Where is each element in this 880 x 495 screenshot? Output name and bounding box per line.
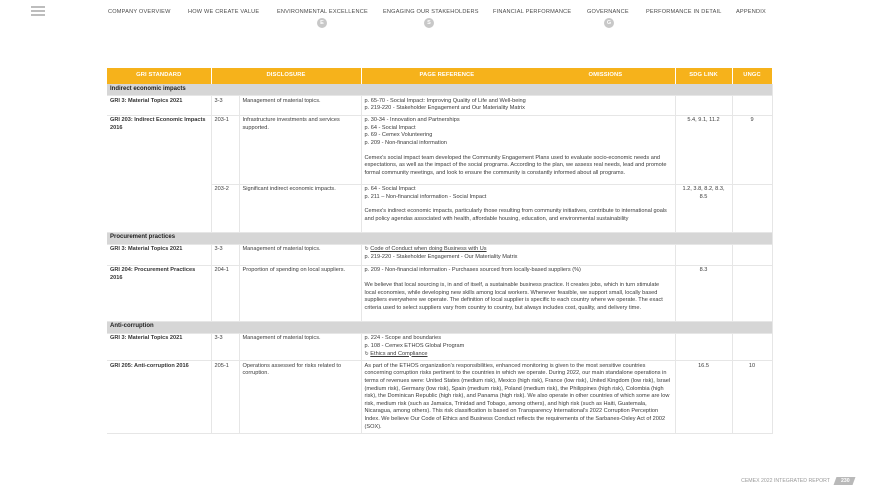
sdg-link-cell	[675, 244, 732, 265]
header-disclosure: DISCLOSURE	[211, 68, 361, 84]
sdg-link-cell: 5.4, 9.1, 11.2	[675, 115, 732, 184]
disclosure-code: 3-3	[211, 333, 239, 360]
reference-note: Cemex's social impact team developed the Community Engagement Plans used to evaluate socio-economic needs and expectations, as well as the impact of the social programs. According to the plan, we assess real needs, lead and promote formal community meetings, and look to ensure the community is constantly informed about all programs.	[364, 154, 667, 176]
sdg-link-cell	[675, 96, 732, 116]
ungc-cell: 10	[732, 361, 772, 434]
disclosure-text: Significant indirect economic impacts.	[239, 184, 361, 232]
menu-icon[interactable]	[31, 6, 45, 16]
ungc-cell	[732, 265, 772, 321]
nav-environmental-excellence[interactable]: ENVIRONMENTAL EXCELLENCE	[277, 9, 368, 15]
sdg-link-cell: 8.3	[675, 265, 732, 321]
sdg-link-cell: 16.5	[675, 361, 732, 434]
page-reference[interactable]: p. 209 - Non-financial information - Purchases sourced from locally-based suppliers (%)	[364, 267, 581, 274]
page-reference-cell	[361, 361, 675, 434]
section-row	[107, 84, 772, 96]
page-reference[interactable]: p. 219-220 - Stakeholder Engagement and Our Materiality Matrix	[364, 105, 525, 112]
table-row	[107, 96, 772, 116]
table-row	[107, 265, 772, 321]
disclosure-code: 3-3	[211, 96, 239, 116]
sdg-link-cell	[675, 333, 732, 360]
disclosure-code: 203-1	[211, 115, 239, 184]
header-page-reference-omissions	[361, 68, 675, 84]
section-row	[107, 321, 772, 333]
page-reference-cell	[361, 244, 675, 265]
disclosure-code: 205-1	[211, 361, 239, 434]
page-reference[interactable]: p. 108 - Cemex ETHOS Global Program	[364, 343, 465, 350]
gri-standard-cell: GRI 203: Indirect Economic Impacts 2016	[107, 115, 211, 232]
ethics-and-compliance-link[interactable]: Ethics and Compliance	[370, 350, 428, 357]
page-reference[interactable]: p. 69 - Cemex Volunteering	[364, 132, 433, 139]
gri-content-index-table	[107, 68, 773, 434]
page-reference-cell	[361, 184, 675, 232]
table-row	[107, 333, 772, 360]
code-of-conduct-link[interactable]: Code of Conduct when doing Business with Us	[370, 246, 487, 253]
nav-how-we-create-value[interactable]: HOW WE CREATE VALUE	[188, 9, 260, 15]
table-row	[107, 361, 772, 434]
gri-standard-cell: GRI 204: Procurement Practices 2016	[107, 265, 211, 321]
table-row	[107, 244, 772, 265]
disclosure-code: 203-2	[211, 184, 239, 232]
section-title: Indirect economic impacts	[107, 84, 772, 96]
ungc-cell	[732, 244, 772, 265]
page-number: 230	[841, 478, 850, 484]
page-number-badge	[834, 477, 856, 485]
disclosure-code: 204-1	[211, 265, 239, 321]
gri-standard-cell: GRI 3: Material Topics 2021	[107, 96, 211, 116]
nav-company-overview[interactable]: COMPANY OVERVIEW	[108, 9, 171, 15]
page-reference[interactable]: p. 209 - Non-financial information	[364, 140, 447, 147]
nav-engaging-stakeholders[interactable]: ENGAGING OUR STAKEHOLDERS	[383, 9, 479, 15]
nav-financial-performance[interactable]: FINANCIAL PERFORMANCE	[493, 9, 572, 15]
section-row	[107, 232, 772, 244]
page-reference[interactable]: p. 211 – Non-financial information - Social Impact	[364, 193, 487, 200]
reference-note: We believe that local sourcing is, in and of itself, a sustainable business practice. It creates jobs, which in turn stimulate local economies, while developing new skills among local workers. Whenever feasible, we support small, locally based suppliers everywhere we operate. The definition of local supplier is specific to each country where we operate. The exact criteria used to select suppliers vary from country to country, but always includes cost, quality, and delivery time.	[364, 281, 663, 311]
disclosure-text: Proportion of spending on local suppliers.	[239, 265, 361, 321]
sdg-link-cell: 1.2, 3.8, 8.2, 8.3, 8.5	[675, 184, 732, 232]
header-ungc: UNGC	[732, 68, 772, 84]
table-row	[107, 115, 772, 184]
gri-standard-cell: GRI 3: Material Topics 2021	[107, 244, 211, 265]
page-reference[interactable]: p. 30-34 - Innovation and Partnerships	[364, 117, 460, 124]
disclosure-code: 3-3	[211, 244, 239, 265]
ungc-cell	[732, 333, 772, 360]
top-navigation	[0, 0, 880, 30]
page-reference-cell	[361, 96, 675, 116]
external-link-icon: ↻	[364, 246, 369, 253]
section-title: Procurement practices	[107, 232, 772, 244]
report-name: CEMEX 2022 INTEGRATED REPORT	[741, 478, 830, 484]
header-sdg-link: SDG LINK	[675, 68, 732, 84]
nav-governance[interactable]: GOVERNANCE	[587, 9, 629, 15]
external-link-icon: ↻	[364, 350, 369, 357]
disclosure-text: Management of material topics.	[239, 333, 361, 360]
gri-standard-cell: GRI 205: Anti-corruption 2016	[107, 361, 211, 434]
page-reference-cell	[361, 115, 675, 184]
disclosure-text: Management of material topics.	[239, 96, 361, 116]
disclosure-text: Operations assessed for risks related to corruption.	[239, 361, 361, 434]
environmental-badge-icon: E	[317, 18, 327, 28]
section-title: Anti-corruption	[107, 321, 772, 333]
social-badge-icon: S	[424, 18, 434, 28]
disclosure-text: Infrastructure investments and services supported.	[239, 115, 361, 184]
page-reference[interactable]: p. 65-70 - Social Impact: Improving Quality of Life and Well-being	[364, 97, 526, 104]
page-footer	[741, 477, 854, 485]
header-page-reference: PAGE REFERENCE	[419, 72, 475, 78]
governance-badge-icon: G	[604, 18, 614, 28]
ungc-cell	[732, 96, 772, 116]
page-reference[interactable]: p. 224 - Scope and boundaries	[364, 335, 442, 342]
reference-note: Cemex's indirect economic impacts, particularly those resulting from community initiatives, contribute to international goals and policy agendas associated with health, affordable housing, education, and environmental sustainability	[364, 208, 667, 223]
ungc-cell	[732, 184, 772, 232]
ungc-cell: 9	[732, 115, 772, 184]
page-reference[interactable]: p. 64 - Social Impact	[364, 186, 416, 193]
table-header-row	[107, 68, 772, 84]
page-reference[interactable]: p. 219-220 - Stakeholder Engagement - Our Materiality Matrix	[364, 253, 518, 260]
nav-performance-in-detail[interactable]: PERFORMANCE IN DETAIL	[646, 9, 722, 15]
page-reference-cell	[361, 333, 675, 360]
header-gri-standard: GRI STANDARD	[107, 68, 211, 84]
nav-appendix[interactable]: APPENDIX	[736, 9, 766, 15]
page-reference[interactable]: p. 64 - Social Impact	[364, 124, 416, 131]
disclosure-text: Management of material topics.	[239, 244, 361, 265]
gri-standard-cell: GRI 3: Material Topics 2021	[107, 333, 211, 360]
reference-note: As part of the ETHOS organization's responsibilities, enhanced monitoring is given to the most sensitive countries concerning corruption risks pertinent to the countries in which we operate. During 2022, our main standalone operations in terms of revenues were: United States (medium risk), Mexico (high risk), France (low risk), United Kingdom (low risk), Israel (medium risk), Germany (low risk), Spain (medium risk), Poland (medium risk), the Philippines (high risk), Colombia (high risk), the Dominican Republic (high risk), and Panama (high risk). We also operate in other countries of which some are low risk, medium risk (such as Jamaica, Trinidad and Tobago, among others), and high risk (such as Haiti, Guatemala, Nicaragua, among others). This risk classification is based on Transparency International's 2022 Corruption Perception Index. We believe Our Code of Ethics and Business Conduct reflects the requirements of the Sarbanes-Oxley Act of 2002 (SOX).	[364, 362, 671, 430]
page-reference-cell	[361, 265, 675, 321]
header-omissions: OMISSIONS	[588, 72, 623, 78]
